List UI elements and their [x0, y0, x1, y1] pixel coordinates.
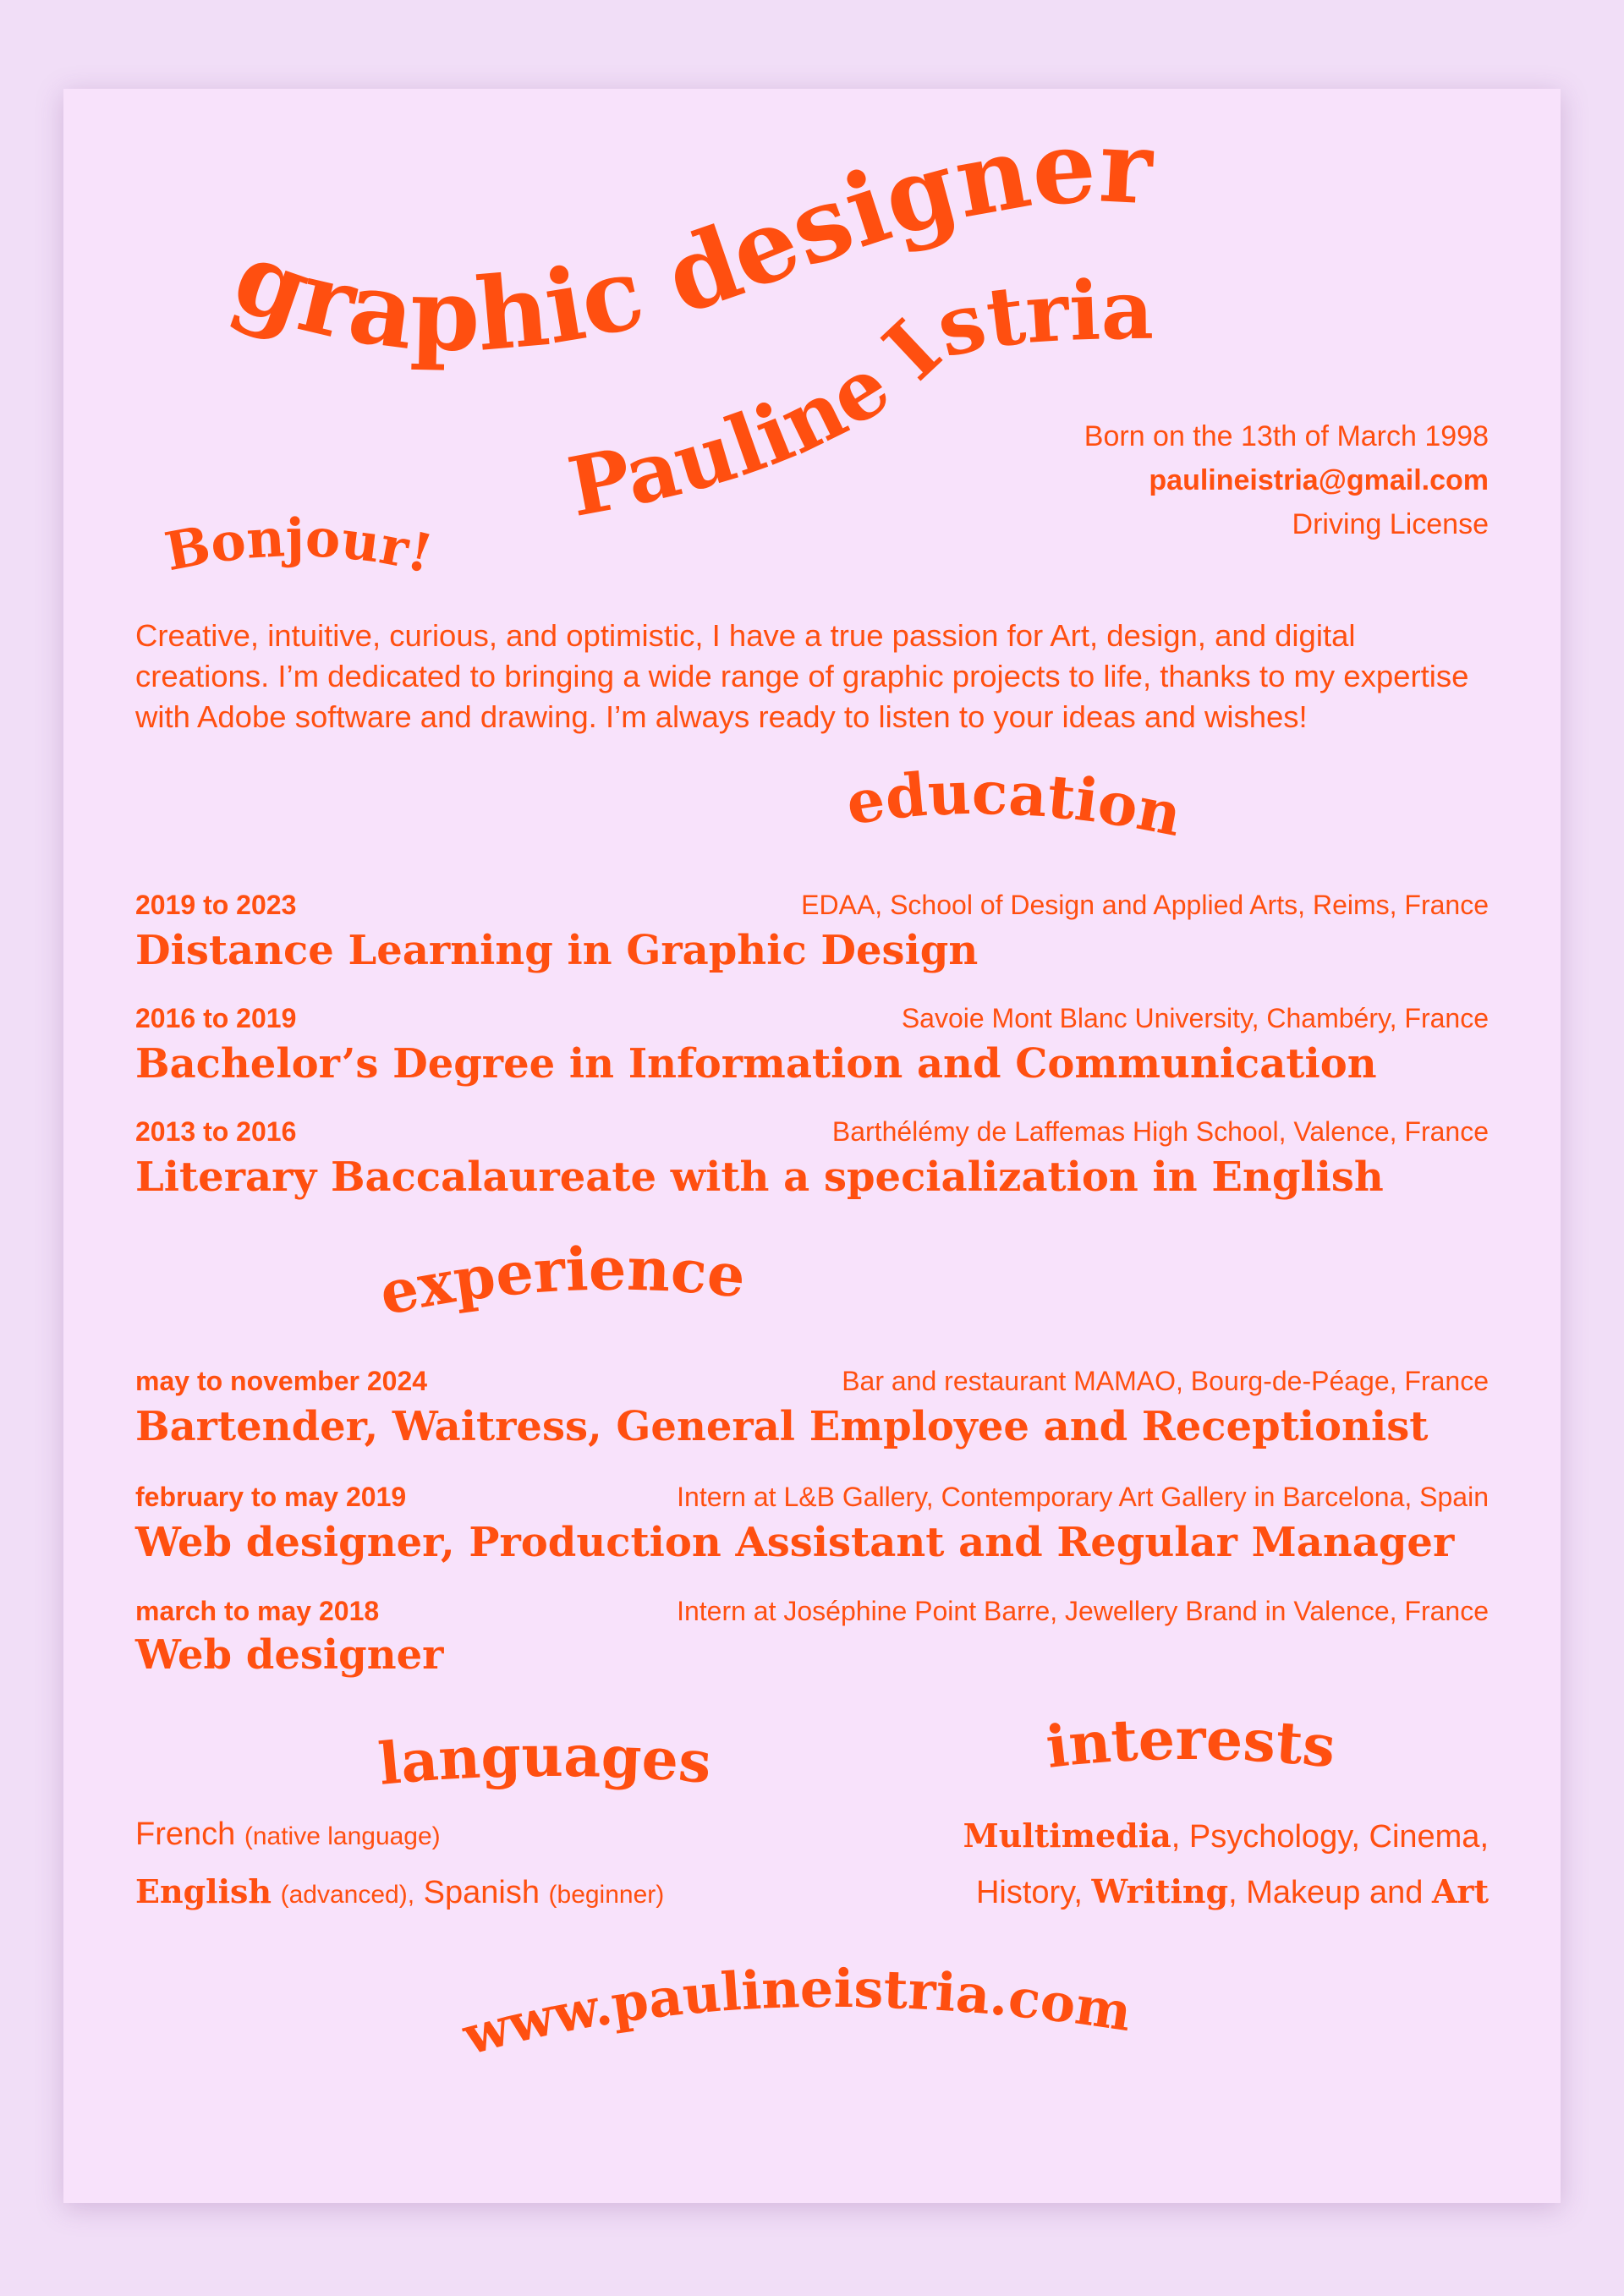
language-line-english-spanish [135, 1872, 664, 1911]
education-heading: education [842, 757, 1188, 851]
experience-place: Bar and restaurant MAMAO, Bourg-de-Péage, France [842, 1366, 1489, 1396]
education-place: Barthélémy de Laffemas High School, Valence, France [831, 1116, 1489, 1147]
education-date: 2016 to 2019 [135, 1003, 297, 1033]
interest-multimedia: Multimedia [963, 1817, 1171, 1855]
language-spanish-level: (beginner) [548, 1881, 665, 1909]
languages-heading: languages [376, 1722, 714, 1799]
role-title: graphic designer [220, 107, 1155, 375]
education-date: 2013 to 2016 [135, 1116, 297, 1147]
interest-art: Art [1431, 1872, 1489, 1910]
interests-line-1-rest: , Psychology, Cinema, [1171, 1819, 1489, 1855]
language-spanish: Spanish [423, 1875, 540, 1910]
driving-license: Driving License [1292, 508, 1489, 540]
greeting: Bonjour! [160, 507, 439, 586]
interest-history: History, [975, 1875, 1092, 1910]
education-title: Bachelor’s Degree in Information and Communication [135, 1040, 1377, 1088]
interests-heading: interests [1042, 1705, 1339, 1782]
intro-paragraph: Creative, intuitive, curious, and optimistic, I have a true passion for Art, design, and digital creations. I’m dedicated to bringing a wide range of graphic projects to life, thanks to my expertise with Adobe software and drawing. I’m always ready to listen to your ideas and wishes! [135, 618, 1469, 734]
experience-place: Intern at Joséphine Point Barre, Jewellery Brand in Valence, France [677, 1596, 1489, 1626]
language-french-level: (native language) [244, 1822, 441, 1850]
website-link[interactable]: www.paulineistria.com [456, 1957, 1136, 2068]
language-english-level: (advanced), [280, 1881, 415, 1909]
education-date: 2019 to 2023 [135, 890, 297, 920]
interest-writing: Writing [1091, 1872, 1229, 1910]
interests-line-2-mid: , Makeup and [1228, 1875, 1432, 1910]
language-english: English [135, 1872, 272, 1910]
experience-date: march to may 2018 [135, 1596, 380, 1626]
experience-title: Web designer, Production Assistant and Regular Manager [135, 1519, 1455, 1566]
experience-place: Intern at L&B Gallery, Contemporary Art Gallery in Barcelona, Spain [677, 1482, 1489, 1512]
name-title: Pauline Istria [561, 261, 1155, 535]
experience-heading: experience [373, 1233, 749, 1329]
education-title: Literary Baccalaureate with a specialization in English [135, 1153, 1384, 1201]
email-link[interactable]: paulineistria@gmail.com [1149, 464, 1489, 496]
interests-line-2 [976, 1872, 1489, 1911]
experience-date: may to november 2024 [135, 1366, 428, 1396]
language-french: French [135, 1817, 236, 1852]
experience-title: Bartender, Waitress, General Employee and Receptionist [135, 1403, 1429, 1450]
birth-date: Born on the 13th of March 1998 [1084, 420, 1489, 452]
experience-date: february to may 2019 [135, 1482, 407, 1512]
contact-block [1084, 414, 1489, 546]
education-place: Savoie Mont Blanc University, Chambéry, France [901, 1003, 1489, 1033]
experience-title: Web designer [135, 1631, 444, 1679]
interests-line-1 [963, 1817, 1489, 1855]
education-place: EDAA, School of Design and Applied Arts, Reims, France [801, 890, 1489, 920]
language-line-french [135, 1817, 441, 1853]
education-title: Distance Learning in Graphic Design [135, 927, 979, 974]
